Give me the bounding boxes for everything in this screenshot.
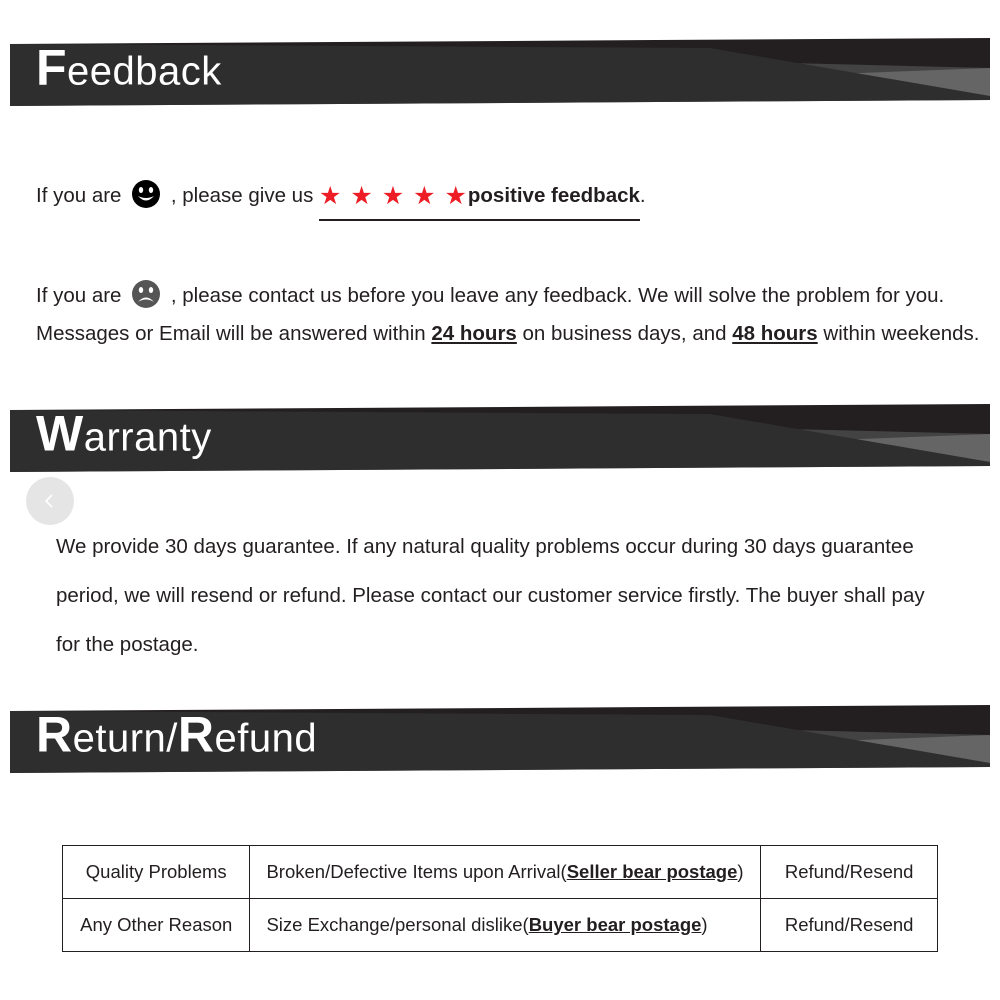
section-title-cap: F	[36, 39, 68, 96]
section-title-cap: W	[36, 405, 84, 462]
refund-detail-post: )	[737, 861, 744, 882]
smiley-happy-icon	[131, 179, 161, 223]
feedback-line1-emphasis: positive feedback	[467, 184, 640, 207]
feedback-line3-post: within weekends.	[823, 322, 980, 345]
section-title-return-refund	[36, 706, 318, 763]
carousel-prev-button[interactable]	[26, 477, 74, 525]
section-title-mid: eturn/	[72, 716, 178, 761]
section-banner-return-refund	[10, 705, 990, 773]
refund-detail-pre: Size Exchange/personal dislike(	[266, 914, 529, 935]
feedback-line1-post: .	[639, 184, 646, 207]
refund-action: Refund/Resend	[761, 899, 938, 952]
feedback-line2-text: , please contact us before you leave any feedback. We will solve the problem for you.	[170, 284, 945, 307]
feedback-line1-pre: If you are	[36, 184, 122, 207]
refund-detail	[250, 846, 761, 899]
feedback-line3-mid: on business days, and	[522, 322, 727, 345]
section-title-cap: R	[36, 706, 73, 763]
positive-feedback-emphasis	[319, 176, 640, 221]
feedback-line-1	[36, 176, 646, 223]
warranty-line-1: We provide 30 days guarantee. If any natural quality problems occur during 30 days guarantee	[56, 535, 914, 558]
table-row	[63, 899, 938, 952]
section-banner-warranty	[10, 404, 990, 472]
refund-detail-post: )	[701, 914, 708, 935]
section-banner-feedback	[10, 38, 990, 106]
section-title-warranty	[36, 405, 212, 462]
section-title-rest: efund	[214, 716, 318, 761]
refund-reason: Any Other Reason	[63, 899, 250, 952]
section-title-feedback	[36, 39, 222, 96]
response-time-weekends: 48 hours	[732, 322, 818, 345]
section-title-rest: eedback	[67, 49, 222, 94]
warranty-line-2: period, we will resend or refund. Please contact our customer service firstly. The buyer shall pay	[56, 584, 925, 607]
refund-detail-pre: Broken/Defective Items upon Arrival(	[266, 861, 567, 882]
refund-detail-emphasis: Seller bear postage	[566, 861, 738, 882]
feedback-line-3	[36, 314, 980, 354]
feedback-line1-mid: , please give us	[170, 184, 314, 207]
refund-policy-table	[62, 845, 938, 952]
rating-stars-glyphs: ★ ★ ★ ★ ★	[319, 182, 468, 210]
response-time-business-days: 24 hours	[431, 322, 517, 345]
refund-action: Refund/Resend	[761, 846, 938, 899]
chevron-left-icon	[41, 492, 59, 510]
section-title-rest: arranty	[83, 415, 212, 460]
rating-stars	[319, 178, 468, 218]
refund-detail	[250, 899, 761, 952]
warranty-line-3: for the postage.	[56, 633, 199, 656]
feedback-line3-pre: Messages or Email will be answered within	[36, 322, 426, 345]
refund-reason: Quality Problems	[63, 846, 250, 899]
feedback-line2-pre: If you are	[36, 284, 122, 307]
table-row	[63, 846, 938, 899]
refund-detail-emphasis: Buyer bear postage	[528, 914, 702, 935]
section-title-cap-2: R	[177, 706, 215, 763]
